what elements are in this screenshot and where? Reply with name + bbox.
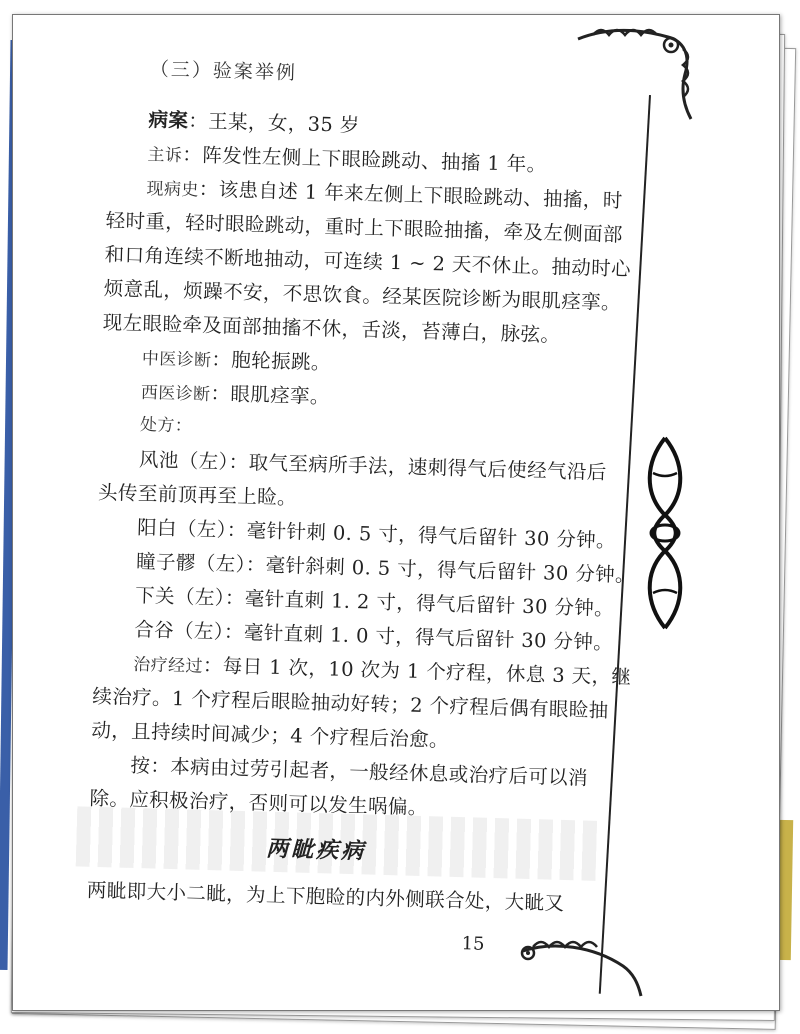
western-diagnosis-line — [141, 376, 331, 409]
tcm-diagnosis-text: ：胞轮振跳。 — [211, 347, 332, 375]
history-line: 烦意乱，烦躁不安，不思饮食。经某医院诊断为眼肌痉挛。 — [103, 276, 622, 315]
prescription-hegu: 合谷（左）：毫针直刺 1. 0 寸，得气后留针 30 分钟。 — [133, 617, 614, 655]
note-second-line: 除。应积极治疗，否则可以发生㖞偏。 — [89, 786, 429, 820]
section-title: 两眦疾病 — [265, 835, 367, 865]
history-line: 和口角连续不断地抽动，可连续 1 ~ 2 天不休止。抽动时心 — [104, 242, 632, 281]
history-first-text: ：该患自述 1 年来左侧上下眼睑跳动、抽搐，时 — [198, 177, 623, 213]
course-line: 续治疗。1 个疗程后眼睑抽动好转；2 个疗程后偶有眼睑抽 — [92, 684, 609, 723]
top-corner-ornament-icon — [573, 19, 703, 129]
prescription-fengchi-cont: 头传至前顶再至上睑。 — [97, 480, 298, 510]
history-line: 轻时重，轻时眼睑跳动，重时上下眼睑抽搐，牵及左侧面部 — [105, 208, 624, 247]
complaint-line — [147, 138, 547, 177]
western-diagnosis-label: 西医诊断 — [140, 382, 211, 405]
course-first-text: ：每日 1 次，10 次为 1 个疗程，休息 3 天，继 — [202, 653, 632, 689]
history-line: 现左眼睑牵及面部抽搐不休，舌淡，苔薄白，脉弦。 — [102, 310, 561, 347]
complaint-label: 主诉 — [147, 145, 183, 167]
book-page — [12, 14, 780, 1011]
history-label: 现病史 — [146, 179, 200, 201]
note-first-line: 按：本病由过劳引起者，一般经休息或治疗后可以消 — [130, 753, 589, 790]
prescription-label: 处方： — [139, 414, 193, 437]
case-text: ：王某，女，35 岁 — [187, 109, 361, 137]
bottom-corner-ornament-icon — [513, 921, 653, 1001]
prescription-yangbai: 阳白（左）：毫针针刺 0. 5 寸，得气后留针 30 分钟。 — [136, 515, 617, 553]
tcm-diagnosis-label: 中医诊断 — [141, 349, 212, 371]
course-label: 治疗经过 — [133, 654, 204, 677]
prescription-fengchi: 风池（左）：取气至病所手法，速刺得气后使经气沿后 — [138, 447, 608, 485]
page-number: 15 — [461, 933, 485, 955]
prescription-tongziliao: 瞳子髎（左）：毫针斜刺 0. 5 寸，得气后留针 30 分钟。 — [135, 549, 636, 587]
case-label: 病案 — [148, 108, 189, 133]
western-diagnosis-text: ：眼肌痉挛。 — [210, 381, 331, 409]
course-line: 动，且持续时间减少；4 个疗程后治愈。 — [91, 718, 450, 752]
prescription-xiaguan: 下关（左）：毫针直刺 1. 2 寸，得气后留针 30 分钟。 — [134, 583, 615, 621]
section-heading: （三）验案举例 — [149, 58, 298, 85]
complaint-text: ：阵发性左侧上下眼睑跳动、抽搐 1 年。 — [182, 143, 547, 177]
tcm-diagnosis-line — [142, 342, 332, 375]
side-ornament-icon — [635, 433, 695, 633]
case-line — [148, 104, 360, 138]
section-intro-line: 两眦即大小二眦，为上下胞睑的内外侧联合处，大眦又 — [86, 878, 565, 916]
